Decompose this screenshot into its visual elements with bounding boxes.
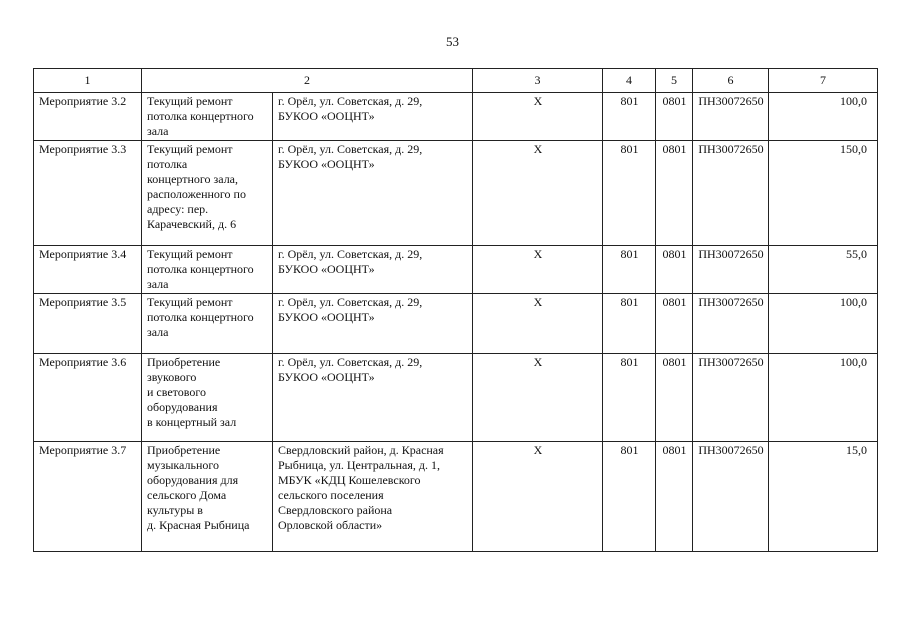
address-cell-line: Орловской области» xyxy=(278,518,383,532)
col6-cell: ПН30072650 xyxy=(693,246,769,294)
description-cell xyxy=(142,141,273,246)
description-cell-line: Приобретение xyxy=(147,443,221,457)
table-row xyxy=(34,354,878,442)
description-cell-line: музыкального xyxy=(147,458,219,472)
col3-cell: X xyxy=(473,442,603,552)
col4-cell: 801 xyxy=(603,246,656,294)
col3-cell: X xyxy=(473,294,603,354)
col7-cell: 15,0 xyxy=(769,442,878,552)
address-cell-line: г. Орёл, ул. Советская, д. 29, xyxy=(278,295,423,309)
description-cell-line: потолка концертного xyxy=(147,109,254,123)
address-cell-line: Свердловский район, д. Красная xyxy=(278,443,444,457)
col5-cell: 0801 xyxy=(656,141,693,246)
header-col-1: 1 xyxy=(34,69,142,93)
address-cell-line: г. Орёл, ул. Советская, д. 29, xyxy=(278,247,423,261)
address-cell xyxy=(273,141,473,246)
description-cell xyxy=(142,93,273,141)
description-cell-line: звукового xyxy=(147,370,197,384)
address-cell-line: МБУК «КДЦ Кошелевского xyxy=(278,473,421,487)
description-cell-line: Карачевский, д. 6 xyxy=(147,217,237,231)
description-cell-line: оборудования для xyxy=(147,473,239,487)
address-cell-line: г. Орёл, ул. Советская, д. 29, xyxy=(278,94,423,108)
col7-cell: 55,0 xyxy=(769,246,878,294)
event-name-cell: Мероприятие 3.2 xyxy=(34,93,142,141)
description-cell-line: зала xyxy=(147,124,169,138)
col7-cell: 100,0 xyxy=(769,294,878,354)
description-cell-line: зала xyxy=(147,325,169,339)
address-cell-line: БУКОО «ООЦНТ» xyxy=(278,157,375,171)
header-col-5: 5 xyxy=(656,69,693,93)
address-cell-line: БУКОО «ООЦНТ» xyxy=(278,109,375,123)
event-name-cell: Мероприятие 3.4 xyxy=(34,246,142,294)
description-cell-line: зала xyxy=(147,277,169,291)
address-cell-line: БУКОО «ООЦНТ» xyxy=(278,262,375,276)
description-cell-line: культуры в xyxy=(147,503,203,517)
col5-cell: 0801 xyxy=(656,93,693,141)
col6-cell: ПН30072650 xyxy=(693,93,769,141)
budget-table xyxy=(33,68,878,552)
description-cell-line: и светового xyxy=(147,385,206,399)
col5-cell: 0801 xyxy=(656,354,693,442)
description-cell xyxy=(142,354,273,442)
table-row xyxy=(34,294,878,354)
description-cell xyxy=(142,294,273,354)
col3-cell: X xyxy=(473,93,603,141)
col5-cell: 0801 xyxy=(656,294,693,354)
header-col-3: 3 xyxy=(473,69,603,93)
page-number: 53 xyxy=(446,34,459,49)
event-name-cell: Мероприятие 3.3 xyxy=(34,141,142,246)
table-row xyxy=(34,246,878,294)
col5-cell: 0801 xyxy=(656,246,693,294)
description-cell-line: Текущий ремонт xyxy=(147,142,233,156)
col7-cell: 100,0 xyxy=(769,354,878,442)
table-row xyxy=(34,442,878,552)
address-cell-line: г. Орёл, ул. Советская, д. 29, xyxy=(278,355,423,369)
address-cell-line: Свердловского района xyxy=(278,503,393,517)
col3-cell: X xyxy=(473,141,603,246)
event-name-cell: Мероприятие 3.5 xyxy=(34,294,142,354)
address-cell xyxy=(273,354,473,442)
col4-cell: 801 xyxy=(603,442,656,552)
header-row xyxy=(34,69,878,93)
description-cell-line: потолка концертного xyxy=(147,262,254,276)
event-name-cell: Мероприятие 3.6 xyxy=(34,354,142,442)
description-cell-line: д. Красная Рыбница xyxy=(147,518,250,532)
address-cell xyxy=(273,93,473,141)
description-cell-line: концертного зала, xyxy=(147,172,239,186)
description-cell-line: Текущий ремонт xyxy=(147,295,233,309)
description-cell xyxy=(142,246,273,294)
description-cell-line: сельского Дома xyxy=(147,488,227,502)
table-row xyxy=(34,93,878,141)
col3-cell: X xyxy=(473,246,603,294)
address-cell xyxy=(273,294,473,354)
col6-cell: ПН30072650 xyxy=(693,141,769,246)
description-cell xyxy=(142,442,273,552)
col4-cell: 801 xyxy=(603,294,656,354)
description-cell-line: потолка концертного xyxy=(147,310,254,324)
col6-cell: ПН30072650 xyxy=(693,442,769,552)
address-cell-line: БУКОО «ООЦНТ» xyxy=(278,370,375,384)
col7-cell: 150,0 xyxy=(769,141,878,246)
address-cell-line: БУКОО «ООЦНТ» xyxy=(278,310,375,324)
header-col-2: 2 xyxy=(142,69,473,93)
header-col-6: 6 xyxy=(693,69,769,93)
col4-cell: 801 xyxy=(603,141,656,246)
description-cell-line: адресу: пер. xyxy=(147,202,209,216)
col6-cell: ПН30072650 xyxy=(693,354,769,442)
description-cell-line: потолка xyxy=(147,157,188,171)
description-cell-line: расположенного по xyxy=(147,187,246,201)
col3-cell: X xyxy=(473,354,603,442)
description-cell-line: Приобретение xyxy=(147,355,221,369)
description-cell-line: Текущий ремонт xyxy=(147,247,233,261)
col4-cell: 801 xyxy=(603,93,656,141)
address-cell xyxy=(273,442,473,552)
col6-cell: ПН30072650 xyxy=(693,294,769,354)
table-row xyxy=(34,141,878,246)
header-col-4: 4 xyxy=(603,69,656,93)
address-cell-line: сельского поселения xyxy=(278,488,384,502)
col5-cell: 0801 xyxy=(656,442,693,552)
address-cell-line: Рыбница, ул. Центральная, д. 1, xyxy=(278,458,440,472)
table-body xyxy=(34,93,878,552)
address-cell xyxy=(273,246,473,294)
event-name-cell: Мероприятие 3.7 xyxy=(34,442,142,552)
address-cell-line: г. Орёл, ул. Советская, д. 29, xyxy=(278,142,423,156)
header-col-7: 7 xyxy=(769,69,878,93)
col7-cell: 100,0 xyxy=(769,93,878,141)
col4-cell: 801 xyxy=(603,354,656,442)
description-cell-line: оборудования xyxy=(147,400,218,414)
description-cell-line: Текущий ремонт xyxy=(147,94,233,108)
description-cell-line: в концертный зал xyxy=(147,415,237,429)
